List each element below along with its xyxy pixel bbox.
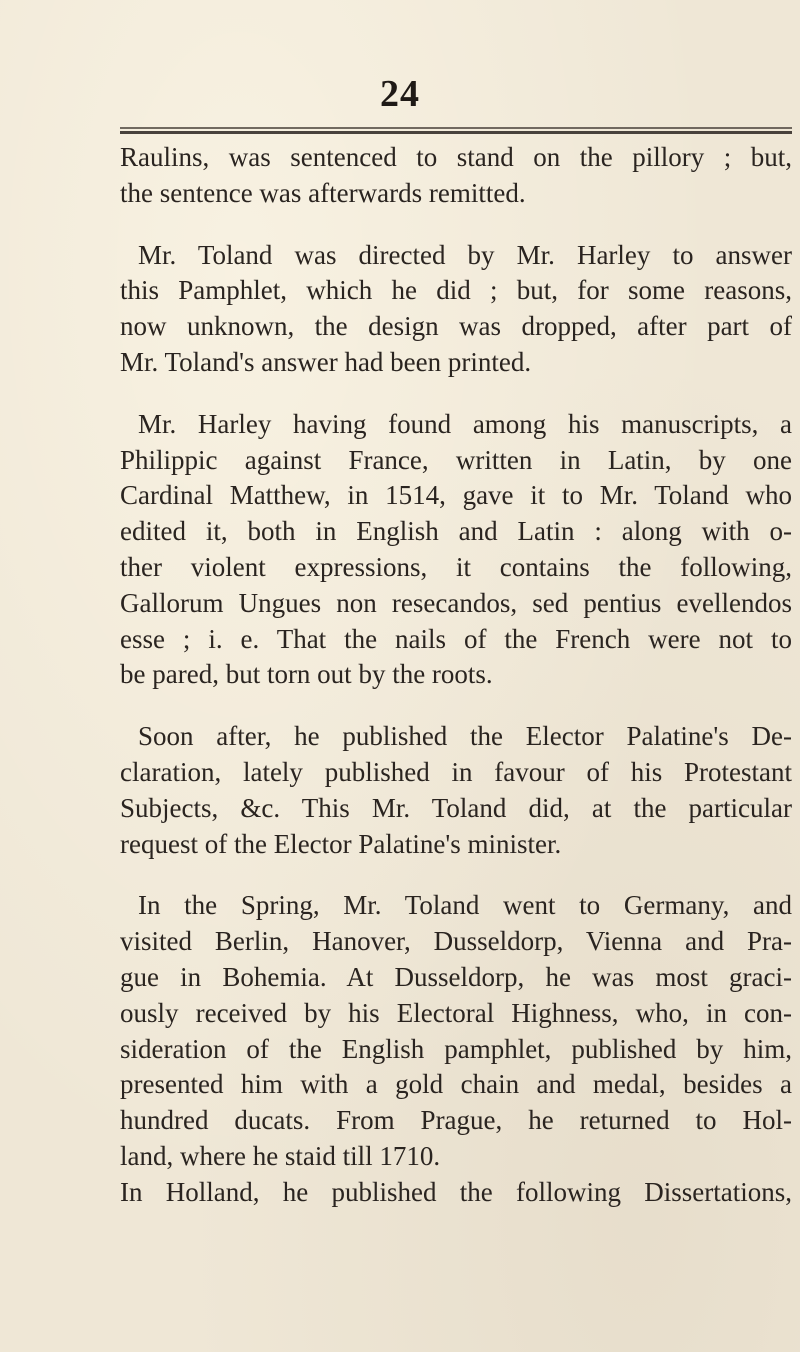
- text-line: Soon after, he published the Elector Palatine's De-: [138, 721, 792, 752]
- text-line: be pared, but torn out by the roots.: [120, 659, 493, 690]
- text-line: now unknown, the design was dropped, after part of: [120, 311, 792, 342]
- text-line: ously received by his Electoral Highness, who, in con-: [120, 997, 792, 1028]
- text-line: Mr. Toland's answer had been printed.: [120, 346, 532, 377]
- paragraph: [120, 238, 792, 381]
- text-line: ther violent expressions, it contains the following,: [120, 551, 792, 582]
- text-line: land, where he staid till 1710.: [120, 1140, 441, 1171]
- text-line: Mr. Toland was directed by Mr. Harley to answer: [138, 239, 792, 270]
- text-line: visited Berlin, Hanover, Dusseldorp, Vienna and Pra-: [120, 926, 792, 957]
- text-line: Subjects, &c. This Mr. Toland did, at the particular: [120, 792, 792, 823]
- text-line: this Pamphlet, which he did ; but, for some reasons,: [120, 275, 792, 306]
- text-line: sideration of the English pamphlet, published by him,: [120, 1033, 792, 1064]
- text-line: edited it, both in English and Latin : along with o-: [120, 516, 792, 547]
- page-number: 24: [380, 73, 420, 115]
- text-line: In the Spring, Mr. Toland went to Germany, and: [138, 890, 792, 921]
- text-line: Philippic against France, written in Latin, by one: [120, 444, 792, 475]
- paragraph: [120, 140, 792, 212]
- text-line: presented him with a gold chain and medal, besides a: [120, 1069, 792, 1100]
- text-line: gue in Bohemia. At Dusseldorp, he was most graci-: [120, 961, 792, 992]
- text-line: Mr. Harley having found among his manuscripts, a: [138, 408, 792, 439]
- text-line: Cardinal Matthew, in 1514, gave it to Mr. Toland who: [120, 480, 792, 511]
- text-line: the sentence was afterwards remitted.: [120, 177, 526, 208]
- text-line: Raulins, was sentenced to stand on the pillory ; but,: [120, 142, 792, 172]
- text-line: hundred ducats. From Prague, he returned to Hol-: [120, 1105, 792, 1136]
- paragraph: [120, 719, 792, 862]
- header-rule: [120, 127, 792, 135]
- paragraph: [120, 888, 792, 1210]
- text-line: In Holland, he published the following Dissertations,: [120, 1176, 792, 1207]
- body-text: [120, 140, 792, 1211]
- paragraph: [120, 407, 792, 693]
- text-line: claration, lately published in favour of his Protestant: [120, 756, 792, 787]
- text-line: Gallorum Ungues non resecandos, sed pentius evellendos: [120, 587, 792, 618]
- text-line: request of the Elector Palatine's minister.: [120, 828, 562, 859]
- text-line: esse ; i. e. That the nails of the French were not to: [120, 623, 792, 654]
